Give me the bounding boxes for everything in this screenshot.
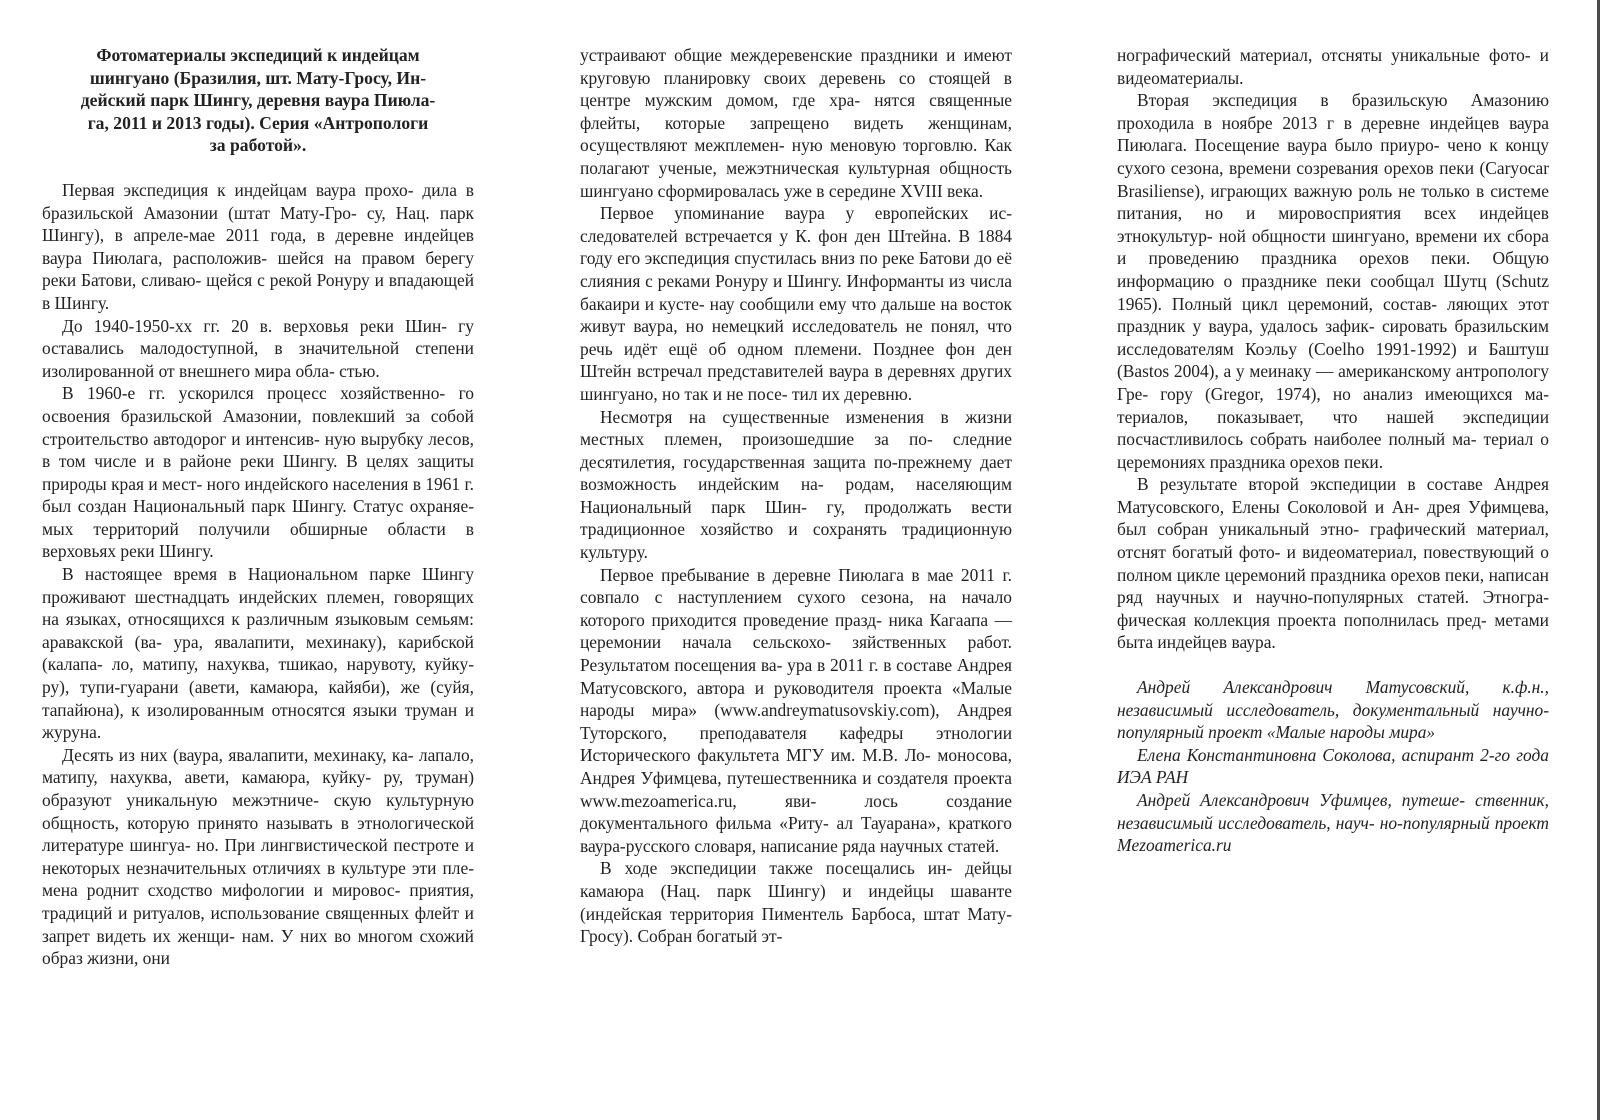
paragraph: Несмотря на существенные изменения в жизни местных племен, произошедшие за по- следние десятилетия, государственная защита по-прежнему дает возможность индейским на- родам, населяющим Национальный парк Шин- гу, продолжать вести традиционное хозяйство и сохранять традиционную культуру. (580, 406, 1012, 563)
title-line: Фотоматериалы экспедиций к индейцам (96, 45, 420, 65)
column-2 (580, 44, 1012, 948)
paragraph-continued: устраивают общие междеревенские праздники и имеют круговую планировку своих деревень со стоящей в центре мужским домом, где хра- нятся священные флейты, которые запрещено видеть женщинам, осуществляют межплемен- ную меновую торговлю. Как полагают ученые, межэтническая культурная общность шингуано сформировалась уже в середине XVIII века. (580, 45, 1012, 201)
spacer (1117, 654, 1549, 676)
paragraph: Вторая экспедиция в бразильскую Амазонию проходила в ноябре 2013 г в деревне индейцев ваура Пиюлага. Посещение ваура было приуро- чено к концу сухого сезона, времени созревания орехов пеки (Caryocar Brasiliense), играющих важную роль не только в системе питания, но и мировосприятия всех индейцев этнокультур- ной общности шингуано, времени их сбора и проведению праздника орехов пеки. Общую информацию о празднике пеки сообщал Шутц (Schutz 1965). Полный цикл церемоний, состав- ляющих этот праздник у ваура, удалось зафик- сировать бразильским исследователям Коэльу (Coelho 1991-1992) и Баштуш (Bastos 2004), а у меинаку — американскому антропологу Гре- гору (Gregor, 1974), но анализ имеющихся ма- териалов, показывает, что нашей экспедиции посчастливилось собрать наиболее полный ма- териал о церемониях праздника орехов пеки. (1117, 90, 1549, 472)
paragraph: Первое упоминание ваура у европейских ис- следователей встречается у К. фон ден Штейна. В 1884 году его экспедиция спустилась вниз по реке Батови до её слияния с реками Ронуру и Шингу. Информанты из числа бакаири и кусте- нау сообщили ему что дальше на восток живут ваура, но немецкий исследователь не понял, что речь идёт ещё об одном племени. Позднее фон ден Штейн встречал представителей ваура в деревнях других шингуано, но так и не посе- тил их деревню. (580, 203, 1012, 404)
article-title (50, 44, 466, 157)
author-credit: Андрей Александрович Матусовский, к.ф.н., независимый исследователь, документальный научно-популярный проект «Малые народы мира» (1117, 677, 1549, 743)
paragraph: В настоящее время в Национальном парке Шингу проживают шестнадцать индейских племен, говорящих на языках, относящихся к различным языковым семьям: аравакской (ва- ура, явалапити, мехинаку), карибской (калапа- ло, матипу, нахуква, тшикао, нарувоту, куйку- ру), тупи-гуарани (авети, камаюра, кайяби), же (суйя, тапайюна), к изолированным относятся языки труман и журуна. (42, 564, 474, 743)
title-line: шингуано (Бразилия, шт. Мату-Гросу, Ин- (89, 67, 427, 88)
column-3 (1117, 44, 1549, 857)
title-line: за работой». (209, 135, 307, 156)
author-credit: Андрей Александрович Уфимцев, путеше- ственник, независимый исследователь, науч- но-популярный проект Mezoamerica.ru (1117, 790, 1549, 856)
paragraph: Десять из них (ваура, явалапити, мехинаку, ка- лапало, матипу, нахуква, авети, камаюра, куйку- ру, труман) образуют уникальную межэтниче- скую культурную общность, которую принято называть в этнологической литературе шингуа- но. При лингвистической пестроте и некоторых незначительных отличиях в культуре эти пле- мена роднит сходство мифологии и мировос- приятия, традиций и ритуалов, использование священных флейт и запрет видеть их женщи- нам. У них во многом схожий образ жизни, они (42, 744, 474, 969)
paragraph: В ходе экспедиции также посещались ин- дейцы камаюра (Нац. парк Шингу) и индейцы шаванте (индейская территория Пиментель Барбоса, штат Мату-Гросу). Собран богатый эт- (580, 858, 1012, 947)
paragraph: В результате второй экспедиции в составе Андрея Матусовского, Елены Соколовой и Ан- дрея Уфимцева, был собран уникальный этно- графический материал, отснят богатый фото- и видеоматериал, повествующий о полном цикле церемоний праздника орехов пеки, написан ряд научных и научно-популярных статей. Этногра- фическая коллекция проекта пополнилась пред- метами быта индейцев ваура. (1117, 474, 1549, 653)
paragraph-continued: нографический материал, отсняты уникальные фото- и видеоматериалы. (1117, 45, 1549, 88)
title-line: дейский парк Шингу, деревня ваура Пиюла- (80, 90, 436, 111)
column-1 (42, 44, 474, 970)
paragraph: Первое пребывание в деревне Пиюлага в мае 2011 г. совпало с наступлением сухого сезона, на начало которого приходится проведение празд- ника Кагаапа — церемонии начала сельскохо- зяйственных работ. Результатом посещения ва- ура в 2011 г. в составе Андрея Матусовского, автора и руководителя проекта «Малые народы мира» (www.andreymatusovskiy.com), Андрея Туторского, преподавателя кафедры этнологии Исторического факультета МГУ им. М.В. Ло- моносова, Андрея Уфимцева, путешественника и создателя проекта www.mezoamerica.ru, яви- лось создание документального фильма «Риту- ал Тауарана», краткого ваура-русского словаря, написание ряда научных статей. (580, 564, 1012, 856)
paragraph: До 1940-1950-хх гг. 20 в. верховья реки Шин- гу оставались малодоступной, в значительной степени изолированной от внешнего мира обла- стью. (42, 315, 474, 381)
author-credit: Елена Константиновна Соколова, аспирант 2-го года ИЭА РАН (1117, 744, 1549, 788)
paragraph: В 1960-е гг. ускорился процесс хозяйственно- го освоения бразильской Амазонии, повлекший за собой строительство автодорог и интенсив- ную вырубку лесов, в том числе и в районе реки Шингу. В целях защиты природы края и мест- ного индейского населения в 1961 г. был создан Национальный парк Шингу. Статус охраняе- мых территорий получили обширные области в верховьях реки Шингу. (42, 383, 474, 562)
paragraph: Первая экспедиция к индейцам ваура прохо- дила в бразильской Амазонии (штат Мату-Гро- су, Нац. парк Шингу), в апреле-мае 2011 года, в деревне индейцев ваура Пиюлага, расположив- шейся на правом берегу реки Батови, сливаю- щейся с рекой Ронуру и впадающей в Шингу. (42, 179, 474, 313)
title-line: га, 2011 и 2013 годы). Серия «Антропологи (87, 112, 429, 133)
